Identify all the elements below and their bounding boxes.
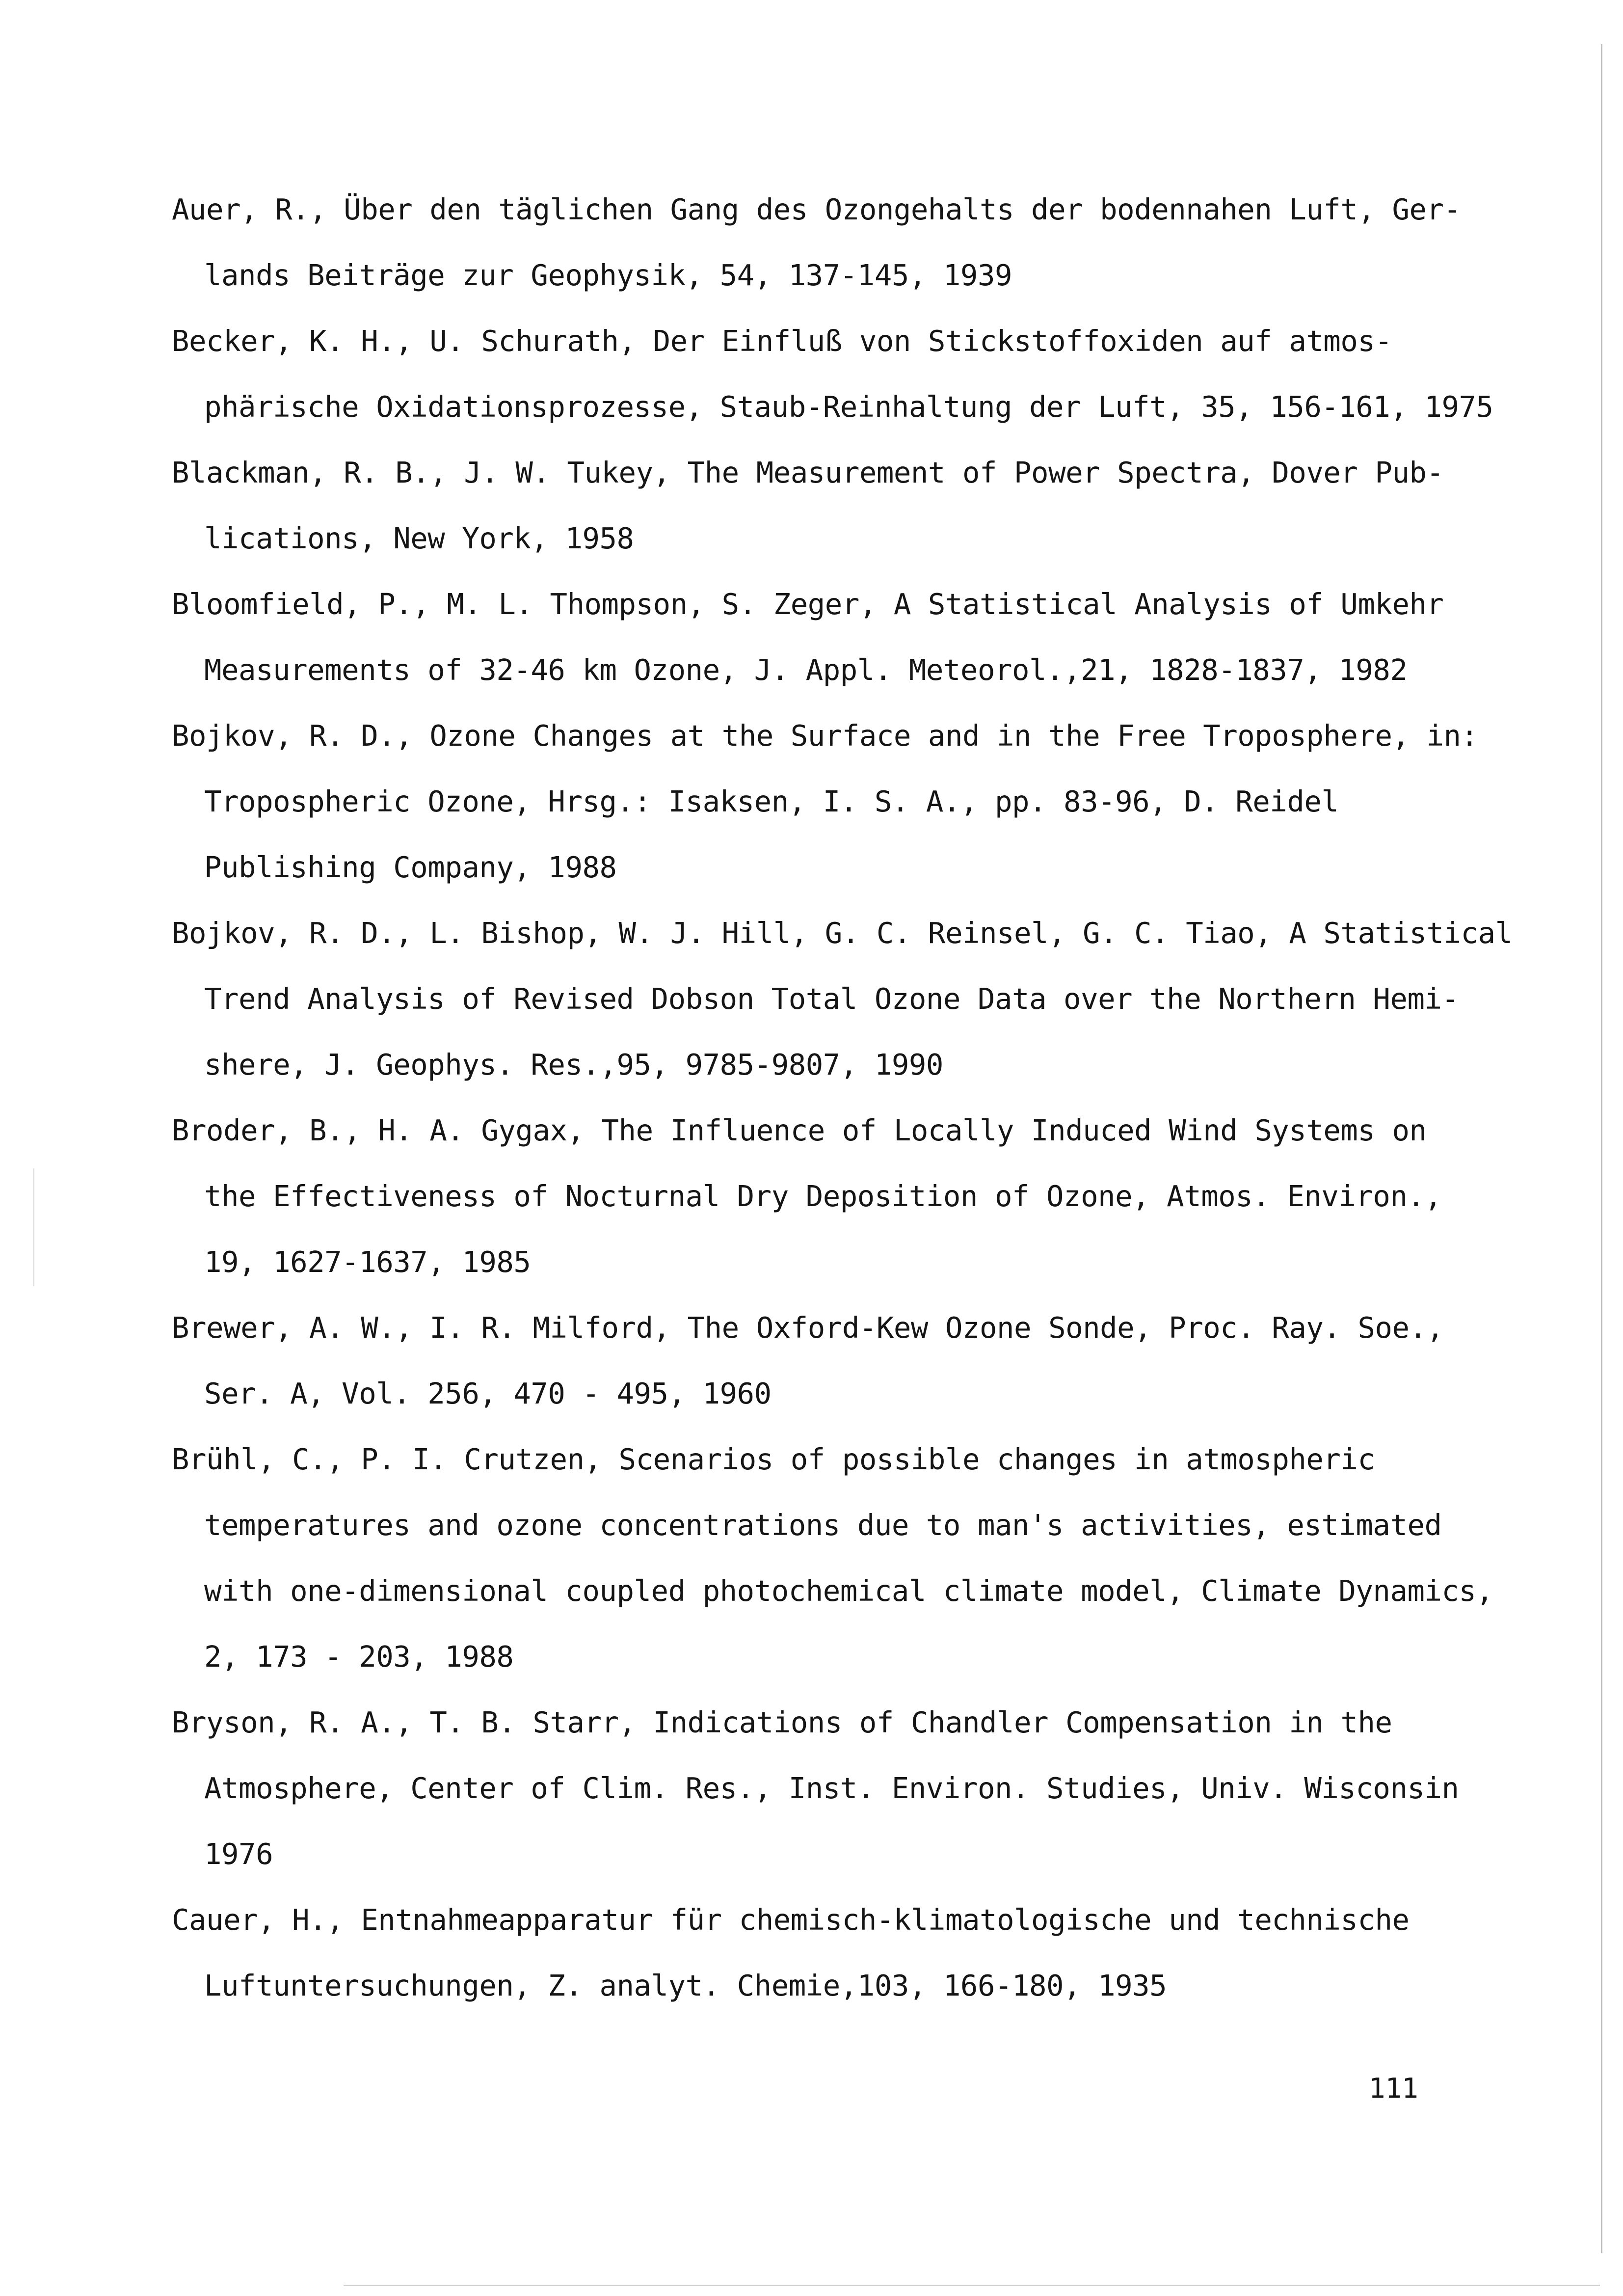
reference-entry — [172, 1887, 1418, 2019]
reference-line: with one-dimensional coupled photochemical climate model, Climate Dynamics, — [204, 1574, 1493, 1608]
reference-line: Trend Analysis of Revised Dobson Total Ozone Data over the Northern Hemi- — [204, 982, 1459, 1016]
reference-list — [172, 177, 1513, 2019]
reference-line: Publishing Company, 1988 — [204, 850, 617, 884]
reference-line: Bojkov, R. D., L. Bishop, W. J. Hill, G. C. Reinsel, G. C. Tiao, A Statistical — [172, 916, 1513, 950]
reference-line: Atmosphere, Center of Clim. Res., Inst. Environ. Studies, Univ. Wisconsin — [204, 1771, 1459, 1805]
reference-line: lications, New York, 1958 — [204, 521, 634, 555]
scan-edge-bottom — [344, 2285, 1600, 2286]
reference-line: Tropospheric Ozone, Hrsg.: Isaksen, I. S. A., pp. 83-96, D. Reidel — [204, 784, 1339, 818]
reference-entry — [172, 308, 1493, 440]
reference-entry — [172, 1295, 1444, 1427]
reference-entry — [172, 1427, 1493, 1690]
reference-line: lands Beiträge zur Geophysik, 54, 137-145, 1939 — [204, 258, 1012, 292]
reference-line: Brühl, C., P. I. Crutzen, Scenarios of possible changes in atmospheric — [172, 1442, 1375, 1476]
reference-line: Bloomfield, P., M. L. Thompson, S. Zeger, A Statistical Analysis of Umkehr — [172, 587, 1444, 621]
reference-entry — [172, 571, 1444, 703]
reference-line: Cauer, H., Entnahmeapparatur für chemisch-klimatologische und technische — [172, 1903, 1410, 1937]
reference-line: Becker, K. H., U. Schurath, Der Einfluß von Stickstoffoxiden auf atmos- — [172, 324, 1392, 358]
reference-line: temperatures and ozone concentrations due to man's activities, estimated — [204, 1508, 1442, 1542]
reference-entry — [172, 703, 1478, 900]
reference-line: Auer, R., Über den täglichen Gang des Ozongehalts der bodennahen Luft, Ger- — [172, 192, 1461, 226]
reference-line: 2, 173 - 203, 1988 — [204, 1640, 514, 1674]
reference-entry — [172, 177, 1461, 308]
reference-line: Bryson, R. A., T. B. Starr, Indications of Chandler Compensation in the — [172, 1705, 1392, 1739]
reference-entry — [172, 1098, 1442, 1295]
reference-entry — [172, 440, 1444, 571]
reference-line: the Effectiveness of Nocturnal Dry Deposition of Ozone, Atmos. Environ., — [204, 1179, 1442, 1213]
reference-entry — [172, 900, 1513, 1098]
scan-edge-left — [33, 1168, 34, 1286]
page-number: 111 — [1368, 2073, 1418, 2105]
scan-edge-right — [1601, 44, 1602, 2253]
reference-line: Blackman, R. B., J. W. Tukey, The Measurement of Power Spectra, Dover Pub- — [172, 456, 1444, 489]
reference-line: Luftuntersuchungen, Z. analyt. Chemie,103, 166-180, 1935 — [204, 1969, 1167, 2002]
reference-line: Measurements of 32-46 km Ozone, J. Appl. Meteorol.,21, 1828-1837, 1982 — [204, 653, 1408, 687]
reference-line: Bojkov, R. D., Ozone Changes at the Surface and in the Free Troposphere, in: — [172, 719, 1478, 753]
reference-line: Broder, B., H. A. Gygax, The Influence of Locally Induced Wind Systems on — [172, 1113, 1427, 1147]
reference-entry — [172, 1690, 1459, 1887]
reference-line: shere, J. Geophys. Res.,95, 9785-9807, 1990 — [204, 1048, 943, 1081]
reference-line: phärische Oxidationsprozesse, Staub-Reinhaltung der Luft, 35, 156-161, 1975 — [204, 390, 1493, 424]
reference-line: 1976 — [204, 1837, 273, 1871]
reference-line: Ser. A, Vol. 256, 470 - 495, 1960 — [204, 1377, 772, 1410]
reference-line: Brewer, A. W., I. R. Milford, The Oxford-Kew Ozone Sonde, Proc. Ray. Soe., — [172, 1311, 1444, 1345]
reference-line: 19, 1627-1637, 1985 — [204, 1245, 531, 1279]
